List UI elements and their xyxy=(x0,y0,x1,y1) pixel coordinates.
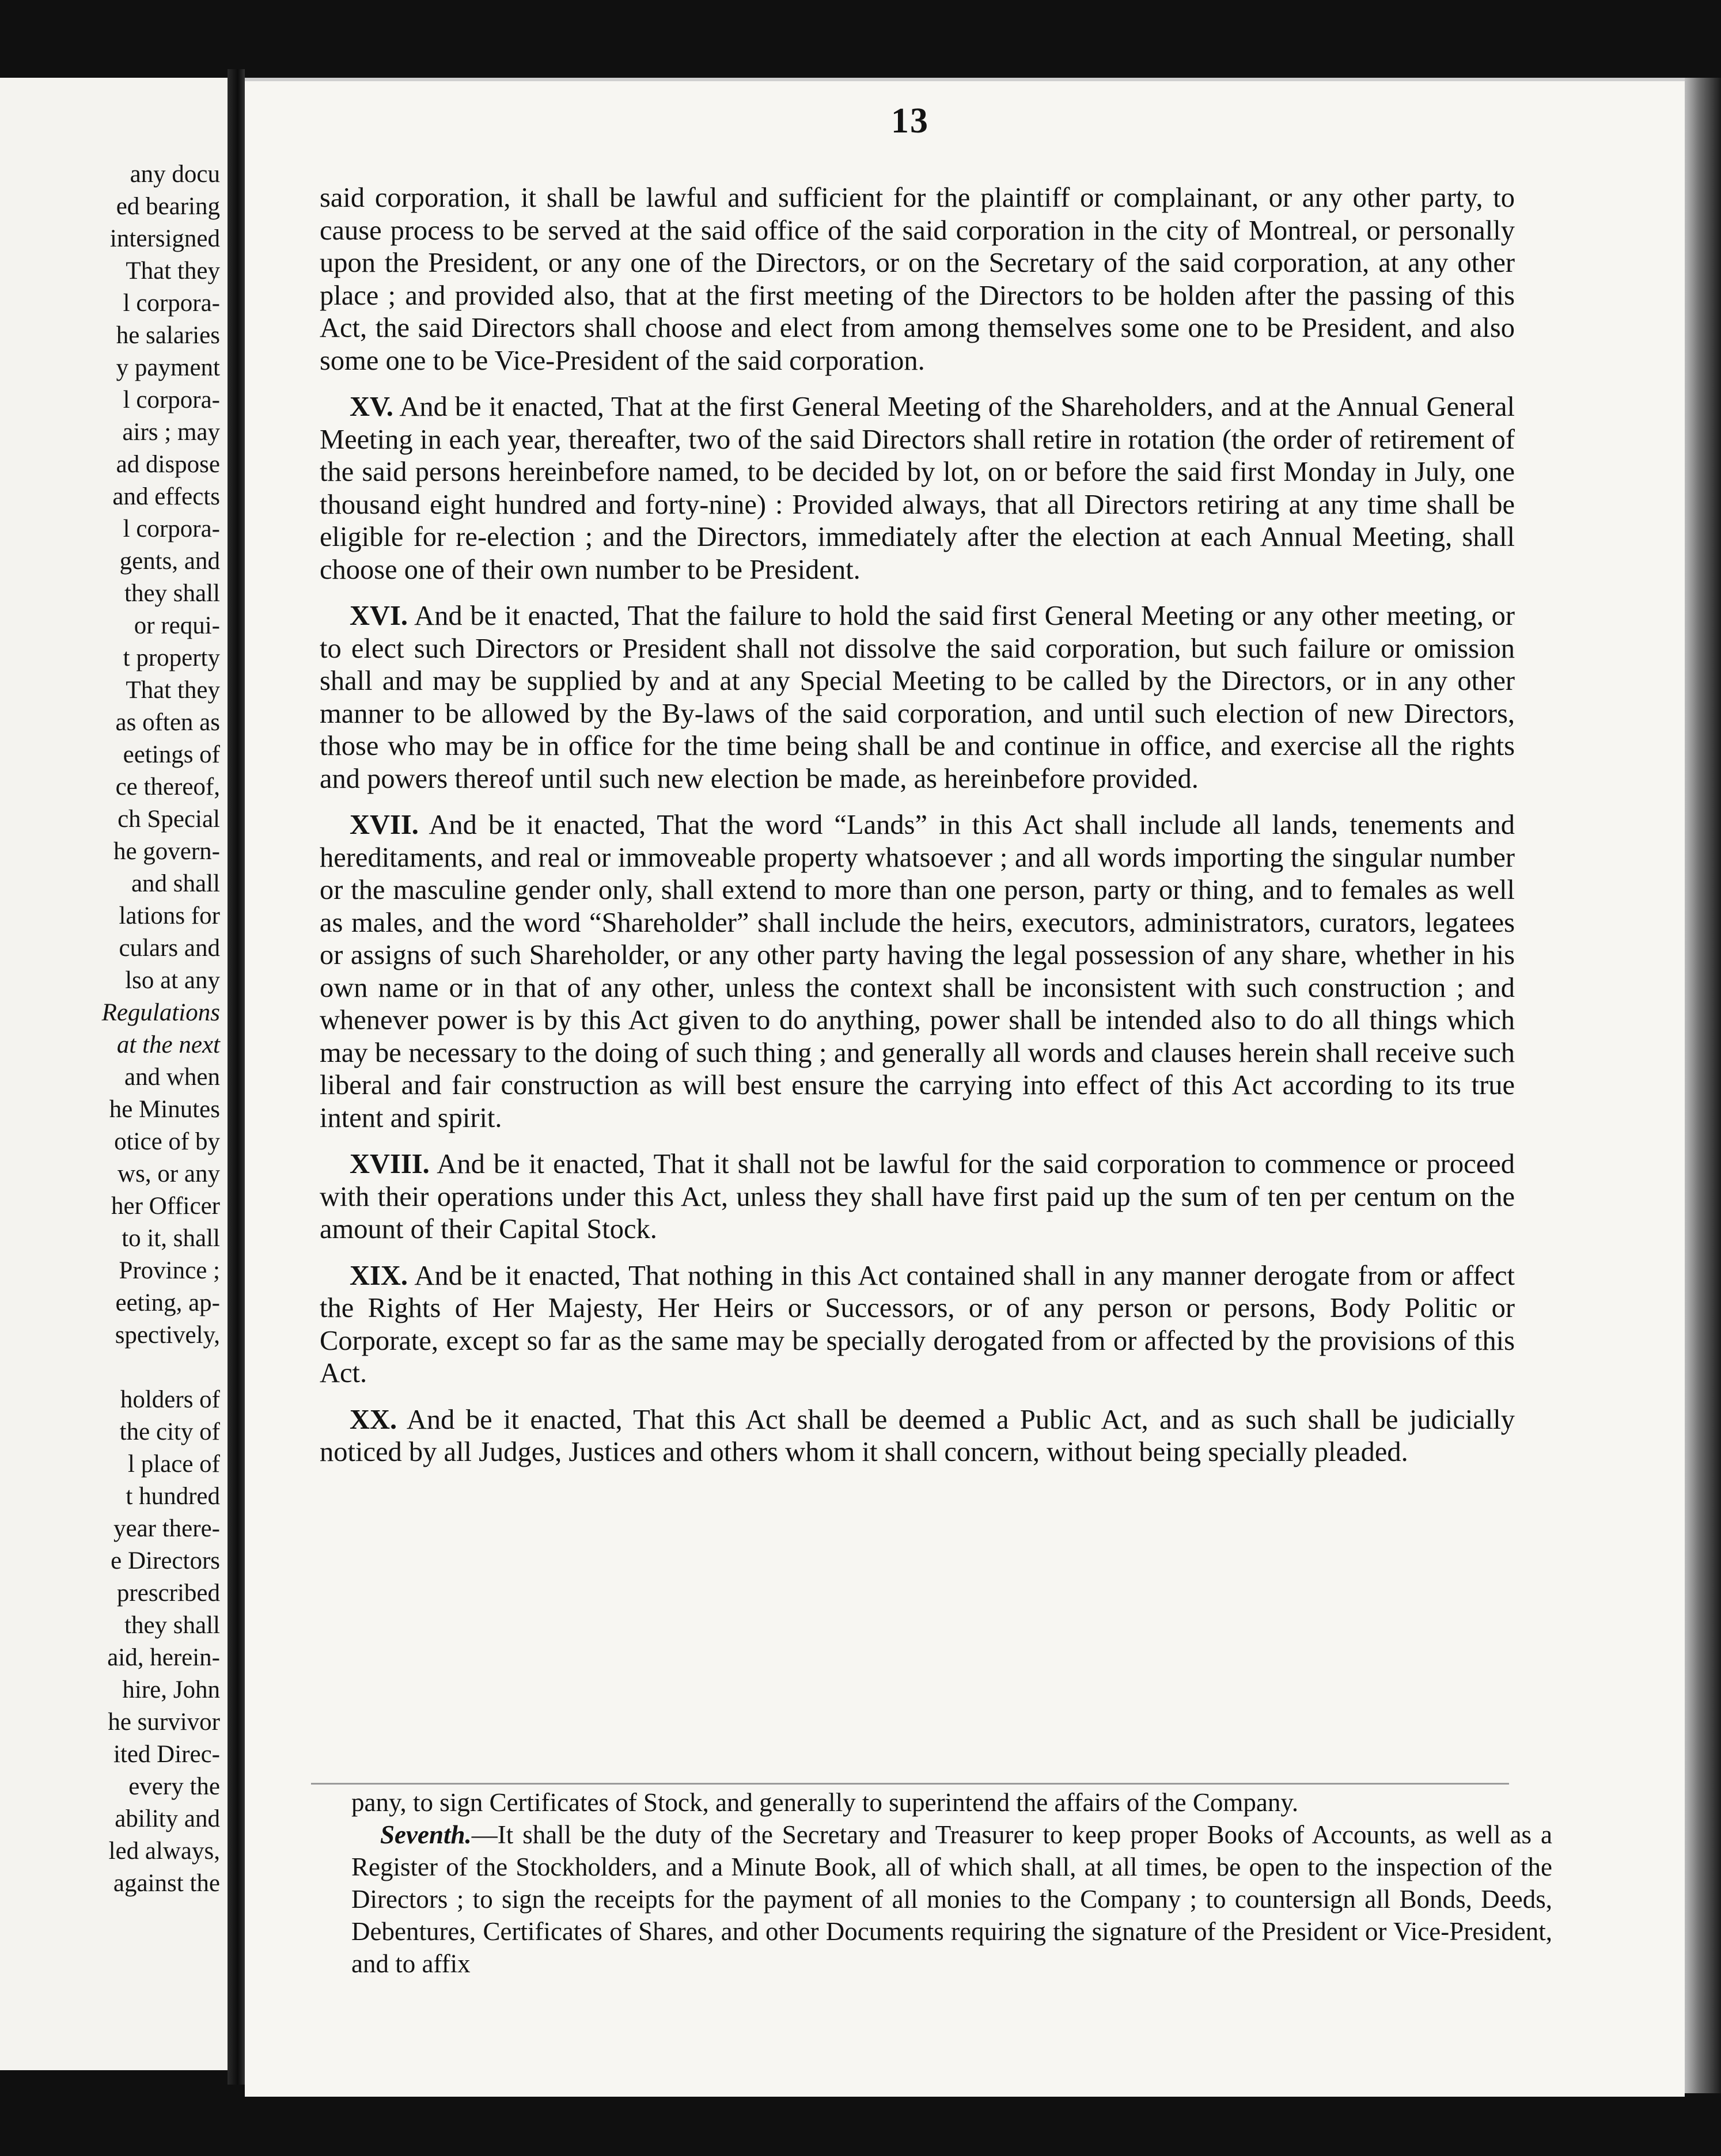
left-page-line: ws, or any xyxy=(117,1160,220,1187)
left-page-line: he survivor xyxy=(108,1709,220,1736)
left-page-line: airs ; may xyxy=(122,419,220,446)
left-page-line: ited Direc- xyxy=(113,1741,220,1768)
left-page-line: otice of by xyxy=(114,1128,220,1155)
left-page-line: That they xyxy=(126,257,220,284)
left-page-line: gents, and xyxy=(119,548,220,575)
left-page-line: Regulations xyxy=(101,999,220,1026)
left-page-line: at the next xyxy=(116,1031,220,1058)
left-page-line: l place of xyxy=(128,1451,220,1478)
left-page-line: Province ; xyxy=(119,1257,220,1284)
section-number: XIX. xyxy=(350,1260,408,1291)
section-text: And be it enacted, That at the first General Meeting of the Shareholders, and at the Annual General Meeting in each year, thereafter, two of the said Directors shall retire in rotation (the order of retirement of the said persons hereinbefore named, to be decided by lot, on or before the said first Monday in July, one thousand eight hundred and forty-nine) : Provided always, that all Directors retiring at any time shall be eligible for re-election ; and the Directors, immediately after the election at each Annual Meeting, shall choose one of their own number to be President. xyxy=(320,392,1515,585)
left-page-line: to it, shall xyxy=(122,1225,220,1252)
seventh-heading: Seventh. xyxy=(380,1820,472,1849)
left-page-line: l corpora- xyxy=(123,386,220,413)
left-page-line: and when xyxy=(124,1064,220,1091)
section-number: XX. xyxy=(350,1404,397,1435)
left-facing-page xyxy=(0,78,228,2070)
left-page-line: e Directors xyxy=(111,1547,220,1574)
left-page-line xyxy=(6,1352,220,1384)
left-page-line: aid, herein- xyxy=(107,1644,220,1671)
left-page-line: led always, xyxy=(108,1838,220,1865)
section-text: And be it enacted, That nothing in this Act contained shall in any manner derogate from or affect the Rights of Her Majesty, Her Heirs or Successors, or of any person or persons, Body Politic or Corporate, except so far as the same may be specially derogated from or affected by the provisions of this Act. xyxy=(320,1260,1515,1388)
left-page-line: lations for xyxy=(119,902,220,929)
left-page-line: ability and xyxy=(115,1805,220,1832)
left-page-line: ad dispose xyxy=(116,451,220,478)
section-paragraph xyxy=(320,1260,1515,1390)
left-page-line: prescribed xyxy=(116,1580,220,1607)
underlying-sheet-text xyxy=(351,1786,1552,1980)
section-number: XVIII. xyxy=(350,1149,430,1179)
section-text: And be it enacted, That it shall not be lawful for the said corporation to commence or proceed with their operations under this Act, unless they shall have first paid up the sum of ten per centum on the amount of their Capital Stock. xyxy=(320,1149,1515,1244)
left-page-line: against the xyxy=(113,1870,220,1897)
section-number: XV. xyxy=(350,392,393,422)
section-paragraph xyxy=(320,1148,1515,1246)
section-paragraph xyxy=(320,1404,1515,1469)
section-number: XVII. xyxy=(350,810,419,840)
section-text: And be it enacted, That this Act shall be deemed a Public Act, and as such shall be judicially noticed by all Judges, Justices and others whom it shall concern, without being specially pleaded. xyxy=(320,1404,1515,1467)
left-page-line: That they xyxy=(126,677,220,704)
book-gutter xyxy=(228,69,245,2085)
left-page-line: culars and xyxy=(119,935,220,962)
left-page-line: l corpora- xyxy=(123,515,220,542)
section-text: And be it enacted, That the word “Lands” in this Act shall include all lands, tenements and hereditaments, and real or immoveable property whatsoever ; and all words importing the singular number or the masculine gender only, shall extend to more than one person, party or thing, and to females as well as males, and the word “Shareholder” shall include the heirs, executors, administrators, curators, legatees or assigns of such Shareholder, or any other party having the legal possession of any share, whether in his own name or in that of any other, unless the context shall be inconsistent with such construction ; and whenever power is by this Act given to do anything, power shall be intended also to do all things which may be necessary to the doing of such thing ; and generally all words and clauses herein shall receive such liberal and fair construction as will best ensure the carrying into effect of this Act according to its true intent and spirit. xyxy=(320,810,1515,1133)
left-page-line: and shall xyxy=(131,870,220,897)
section-text: And be it enacted, That the failure to hold the said first General Meeting or any other meeting, or to elect such Directors or President shall not dissolve the said corporation, but such failure or omission shall and may be supplied by and at any Special Meeting to be called by the Directors, or in any other manner to be allowed by the By-laws of the said corporation, and until such election of new Directors, those who may be in office for the time being shall be and continue in office, and exercise all the rights and powers thereof until such new election be made, as hereinbefore provided. xyxy=(320,601,1515,794)
page-number: 13 xyxy=(891,101,929,141)
left-page-line: ed bearing xyxy=(116,193,220,220)
act-sections xyxy=(320,182,1515,1483)
left-page-line: ce thereof, xyxy=(115,773,220,800)
left-page-line: eetings of xyxy=(123,741,220,768)
left-page-line: every the xyxy=(128,1773,220,1800)
continued-paragraph xyxy=(320,182,1515,377)
left-page-line: t property xyxy=(123,644,220,671)
seventh-text: —It shall be the duty of the Secretary and Treasurer to keep proper Books of Accounts, as well as a Register of the Stockholders, and a Minute Book, all of which shall, at all times, be open to the inspection of the Directors ; to sign the receipts for the payment of all monies to the Company ; to countersign all Bonds, Deeds, Debentures, Certificates of Shares, and other Documents requiring the signature of the President or Vice-President, and to affix xyxy=(351,1820,1552,1978)
left-page-line: he Minutes xyxy=(109,1096,220,1123)
seventh-clause xyxy=(351,1819,1552,1980)
left-page-line: the city of xyxy=(119,1418,220,1445)
left-page-line: he govern- xyxy=(113,838,220,865)
left-page-line: ch Special xyxy=(117,806,220,833)
left-page-line: eeting, ap- xyxy=(115,1289,220,1316)
left-page-line: hire, John xyxy=(122,1676,220,1703)
section-paragraph xyxy=(320,809,1515,1134)
left-page-line: and effects xyxy=(112,483,220,510)
left-page-line: they shall xyxy=(124,1612,220,1639)
left-page-line: spectively, xyxy=(115,1322,220,1349)
left-page-line: lso at any xyxy=(125,967,220,994)
left-page-line: they shall xyxy=(124,580,220,607)
left-page-line: as often as xyxy=(115,709,220,736)
section-paragraph xyxy=(320,600,1515,795)
section-text: said corporation, it shall be lawful and sufficient for the plaintiff or complainant, or any other party, to cause process to be served at the said office of the said corporation in the city of Montreal, or personally upon the President, or any one of the Directors, or on the Secretary of the said corporation, at any other place ; and provided also, that at the first meeting of the Directors to be holden after the passing of this Act, the said Directors shall choose and elect from among themselves some one to be President, and also some one to be Vice-President of the said corporation. xyxy=(320,183,1515,376)
left-page-line: t hundred xyxy=(126,1483,220,1510)
left-page-line: y payment xyxy=(116,354,220,381)
left-page-text-fragments xyxy=(6,158,220,1900)
section-paragraph xyxy=(320,391,1515,586)
left-page-line: intersigned xyxy=(109,225,220,252)
left-page-line: l corpora- xyxy=(123,290,220,317)
underlying-line-1: pany, to sign Certificates of Stock, and generally to superintend the affairs of the Company. xyxy=(351,1788,1299,1817)
left-page-line: her Officer xyxy=(111,1193,220,1220)
section-number: XVI. xyxy=(350,601,408,631)
left-page-line: he salaries xyxy=(116,322,220,349)
left-page-line: year there- xyxy=(113,1515,220,1542)
left-page-line: or requi- xyxy=(134,612,220,639)
page-edge xyxy=(1685,78,1721,2093)
left-page-line: holders of xyxy=(120,1386,220,1413)
left-page-line: any docu xyxy=(130,161,220,188)
